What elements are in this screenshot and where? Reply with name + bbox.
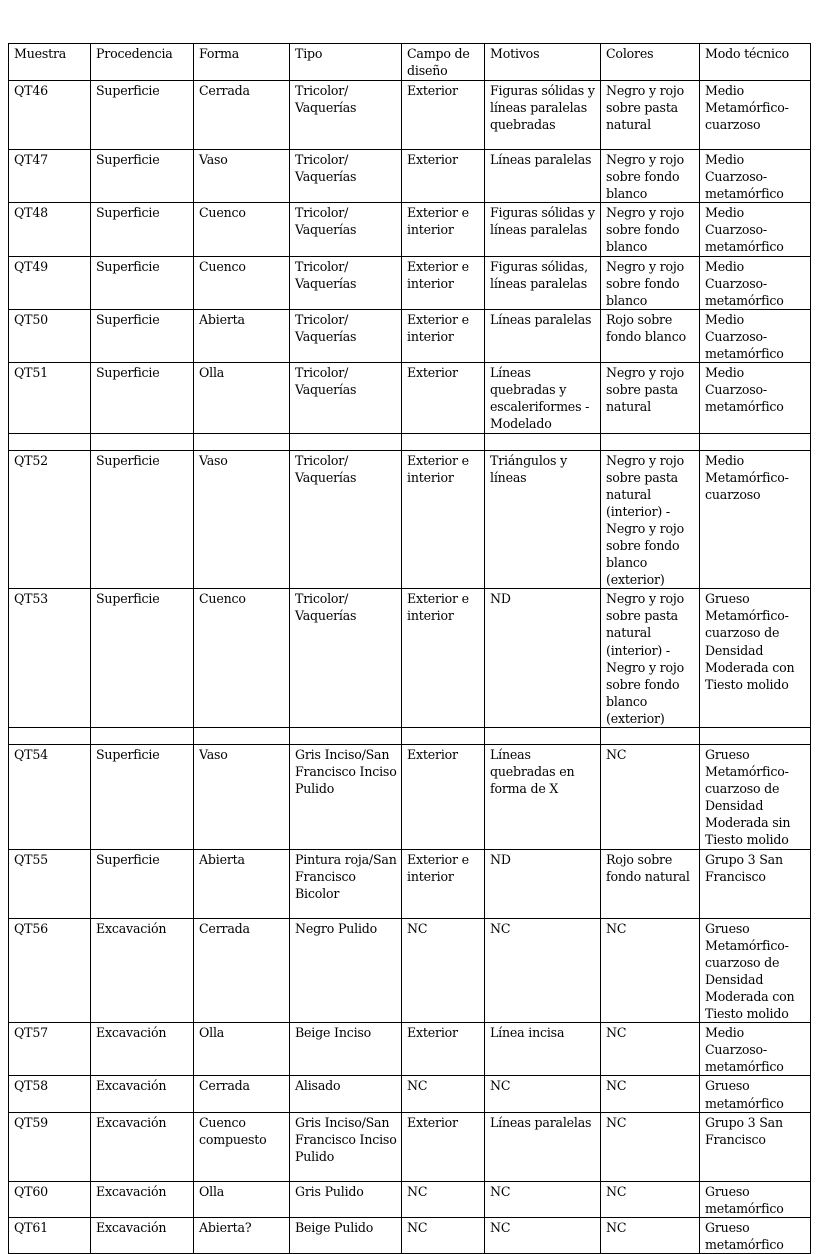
cell-modo-tecnico: Grueso Metamórfico-cuarzoso de Densidad Moderada sin Tiesto molido (700, 745, 811, 850)
cell-modo-tecnico (700, 433, 811, 450)
header-tipo: Tipo (290, 44, 402, 81)
cell-tipo (290, 728, 402, 745)
cell-forma: Cerrada (194, 81, 290, 150)
cell-colores (601, 728, 700, 745)
cell-procedencia: Superficie (91, 150, 194, 203)
cell-tipo: Pintura roja/San Francisco Bicolor (290, 849, 402, 918)
cell-colores: Rojo sobre fondo blanco (601, 309, 700, 362)
cell-procedencia: Superficie (91, 745, 194, 850)
cell-modo-tecnico: Medio Cuarzoso-metamórfico (700, 309, 811, 362)
cell-forma: Vaso (194, 150, 290, 203)
cell-motivos: Líneas paralelas (485, 1112, 601, 1181)
cell-forma: Olla (194, 1181, 290, 1217)
cell-procedencia: Superficie (91, 450, 194, 589)
cell-campo-de-diseno: Exterior e interior (402, 309, 485, 362)
table-row (9, 1112, 811, 1181)
cell-muestra: QT47 (9, 150, 91, 203)
cell-colores: Negro y rojo sobre fondo blanco (601, 256, 700, 309)
cell-tipo: Tricolor/ Vaquerías (290, 589, 402, 728)
cell-campo-de-diseno: Exterior e interior (402, 450, 485, 589)
cell-tipo (290, 433, 402, 450)
cell-forma: Cuenco (194, 256, 290, 309)
cell-tipo: Gris Inciso/San Francisco Inciso Pulido (290, 1112, 402, 1181)
cell-muestra: QT54 (9, 745, 91, 850)
cell-campo-de-diseno: Exterior (402, 363, 485, 433)
cell-colores: Rojo sobre fondo natural (601, 849, 700, 918)
cell-muestra: QT50 (9, 309, 91, 362)
cell-forma: Olla (194, 1023, 290, 1076)
cell-muestra: QT52 (9, 450, 91, 589)
cell-forma (194, 433, 290, 450)
header-modo-tecnico: Modo técnico (700, 44, 811, 81)
cell-forma: Vaso (194, 450, 290, 589)
cell-procedencia: Excavación (91, 1076, 194, 1112)
cell-motivos: NC (485, 1217, 601, 1253)
cell-procedencia: Superficie (91, 589, 194, 728)
cell-forma: Cerrada (194, 918, 290, 1023)
table-row (9, 363, 811, 433)
cell-campo-de-diseno: Exterior (402, 81, 485, 150)
table-row (9, 1217, 811, 1253)
cell-motivos: ND (485, 849, 601, 918)
cell-modo-tecnico: Grupo 3 San Francisco (700, 849, 811, 918)
cell-campo-de-diseno: NC (402, 918, 485, 1023)
header-muestra: Muestra (9, 44, 91, 81)
cell-modo-tecnico: Medio Cuarzoso-metamórfico (700, 256, 811, 309)
header-procedencia: Procedencia (91, 44, 194, 81)
table-row-empty (9, 433, 811, 450)
cell-muestra: QT56 (9, 918, 91, 1023)
cell-colores: Negro y rojo sobre pasta natural (interior) - Negro y rojo sobre fondo blanco (exterior) (601, 589, 700, 728)
cell-modo-tecnico: Grueso metamórfico (700, 1076, 811, 1112)
header-colores: Colores (601, 44, 700, 81)
cell-tipo: Tricolor/ Vaquerías (290, 450, 402, 589)
table-row (9, 849, 811, 918)
cell-motivos: Triángulos y líneas (485, 450, 601, 589)
cell-colores (601, 433, 700, 450)
cell-colores: Negro y rojo sobre pasta natural (interior) - Negro y rojo sobre fondo blanco (exterior) (601, 450, 700, 589)
cell-procedencia: Excavación (91, 918, 194, 1023)
table-row (9, 150, 811, 203)
cell-campo-de-diseno: Exterior e interior (402, 203, 485, 256)
cell-muestra: QT51 (9, 363, 91, 433)
table-row (9, 1076, 811, 1112)
cell-procedencia: Excavación (91, 1112, 194, 1181)
cell-procedencia: Superficie (91, 363, 194, 433)
cell-motivos: NC (485, 1076, 601, 1112)
table-row (9, 81, 811, 150)
table-row-empty (9, 728, 811, 745)
cell-campo-de-diseno: Exterior e interior (402, 589, 485, 728)
cell-motivos: Línea incisa (485, 1023, 601, 1076)
cell-colores: NC (601, 918, 700, 1023)
cell-colores: Negro y rojo sobre pasta natural (601, 81, 700, 150)
cell-motivos: Figuras sólidas, líneas paralelas (485, 256, 601, 309)
cell-campo-de-diseno (402, 433, 485, 450)
table-row (9, 589, 811, 728)
cell-campo-de-diseno: NC (402, 1217, 485, 1253)
cell-motivos: Líneas paralelas (485, 309, 601, 362)
cell-procedencia: Superficie (91, 203, 194, 256)
cell-forma: Olla (194, 363, 290, 433)
cell-tipo: Tricolor/ Vaquerías (290, 256, 402, 309)
cell-muestra: QT58 (9, 1076, 91, 1112)
cell-tipo: Tricolor/ Vaquerías (290, 81, 402, 150)
cell-colores: NC (601, 1112, 700, 1181)
cell-tipo: Beige Inciso (290, 1023, 402, 1076)
cell-muestra: QT57 (9, 1023, 91, 1076)
cell-campo-de-diseno: Exterior (402, 745, 485, 850)
cell-colores: NC (601, 745, 700, 850)
cell-procedencia: Excavación (91, 1023, 194, 1076)
cell-tipo: Alisado (290, 1076, 402, 1112)
cell-procedencia: Excavación (91, 1217, 194, 1253)
cell-tipo: Tricolor/ Vaquerías (290, 363, 402, 433)
cell-colores: Negro y rojo sobre fondo blanco (601, 203, 700, 256)
table-row (9, 918, 811, 1023)
table-row (9, 745, 811, 850)
cell-muestra: QT48 (9, 203, 91, 256)
cell-procedencia (91, 433, 194, 450)
cell-procedencia: Superficie (91, 81, 194, 150)
cell-forma (194, 728, 290, 745)
cell-colores: NC (601, 1023, 700, 1076)
cell-modo-tecnico: Medio Cuarzoso-metamórfico (700, 1023, 811, 1076)
cell-modo-tecnico: Medio Cuarzoso-metamórfico (700, 203, 811, 256)
cell-modo-tecnico: Grueso Metamórfico-cuarzoso de Densidad Moderada con Tiesto molido (700, 918, 811, 1023)
cell-muestra (9, 433, 91, 450)
cell-campo-de-diseno: Exterior (402, 1023, 485, 1076)
cell-campo-de-diseno: Exterior (402, 1112, 485, 1181)
header-row (9, 44, 811, 81)
cell-motivos: Líneas quebradas en forma de X (485, 745, 601, 850)
cell-muestra: QT49 (9, 256, 91, 309)
table-row (9, 450, 811, 589)
header-forma: Forma (194, 44, 290, 81)
cell-forma: Cerrada (194, 1076, 290, 1112)
cell-muestra: QT46 (9, 81, 91, 150)
cell-modo-tecnico: Medio Cuarzoso-metamórfico (700, 150, 811, 203)
cell-modo-tecnico: Medio Cuarzoso-metamórfico (700, 363, 811, 433)
cell-campo-de-diseno (402, 728, 485, 745)
table-row (9, 256, 811, 309)
cell-forma: Vaso (194, 745, 290, 850)
cell-forma: Abierta (194, 309, 290, 362)
cell-colores: Negro y rojo sobre fondo blanco (601, 150, 700, 203)
cell-tipo: Beige Pulido (290, 1217, 402, 1253)
cell-tipo: Tricolor/ Vaquerías (290, 150, 402, 203)
cell-tipo: Tricolor/ Vaquerías (290, 309, 402, 362)
cell-motivos: Figuras sólidas y líneas paralelas quebradas (485, 81, 601, 150)
cell-modo-tecnico: Grupo 3 San Francisco (700, 1112, 811, 1181)
cell-colores: NC (601, 1181, 700, 1217)
samples-table (8, 43, 811, 1254)
cell-modo-tecnico: Grueso metamórfico (700, 1217, 811, 1253)
cell-modo-tecnico: Medio Metamórfico-cuarzoso (700, 81, 811, 150)
table-row (9, 1181, 811, 1217)
header-motivos: Motivos (485, 44, 601, 81)
cell-forma: Abierta (194, 849, 290, 918)
cell-procedencia: Superficie (91, 849, 194, 918)
cell-motivos: Líneas paralelas (485, 150, 601, 203)
cell-modo-tecnico: Medio Metamórfico-cuarzoso (700, 450, 811, 589)
cell-motivos: NC (485, 1181, 601, 1217)
cell-procedencia: Excavación (91, 1181, 194, 1217)
cell-muestra: QT61 (9, 1217, 91, 1253)
cell-forma: Cuenco (194, 589, 290, 728)
cell-colores: Negro y rojo sobre pasta natural (601, 363, 700, 433)
cell-campo-de-diseno: Exterior e interior (402, 849, 485, 918)
cell-colores: NC (601, 1217, 700, 1253)
cell-motivos: Líneas quebradas y escaleriformes - Modelado (485, 363, 601, 433)
cell-tipo: Negro Pulido (290, 918, 402, 1023)
cell-procedencia (91, 728, 194, 745)
cell-muestra: QT60 (9, 1181, 91, 1217)
cell-procedencia: Superficie (91, 256, 194, 309)
table-row (9, 203, 811, 256)
cell-forma: Cuenco (194, 203, 290, 256)
cell-procedencia: Superficie (91, 309, 194, 362)
cell-colores: NC (601, 1076, 700, 1112)
cell-campo-de-diseno: Exterior e interior (402, 256, 485, 309)
cell-muestra: QT59 (9, 1112, 91, 1181)
cell-modo-tecnico: Grueso metamórfico (700, 1181, 811, 1217)
cell-motivos: NC (485, 918, 601, 1023)
cell-campo-de-diseno: Exterior (402, 150, 485, 203)
cell-motivos: ND (485, 589, 601, 728)
header-campo-de-diseno: Campo de diseño (402, 44, 485, 81)
table-row (9, 309, 811, 362)
cell-campo-de-diseno: NC (402, 1076, 485, 1112)
cell-forma: Cuenco compuesto (194, 1112, 290, 1181)
table-row (9, 1023, 811, 1076)
cell-campo-de-diseno: NC (402, 1181, 485, 1217)
cell-forma: Abierta? (194, 1217, 290, 1253)
cell-muestra (9, 728, 91, 745)
cell-motivos: Figuras sólidas y líneas paralelas (485, 203, 601, 256)
cell-motivos (485, 433, 601, 450)
cell-tipo: Tricolor/ Vaquerías (290, 203, 402, 256)
cell-tipo: Gris Inciso/San Francisco Inciso Pulido (290, 745, 402, 850)
cell-tipo: Gris Pulido (290, 1181, 402, 1217)
cell-modo-tecnico (700, 728, 811, 745)
cell-muestra: QT53 (9, 589, 91, 728)
cell-motivos (485, 728, 601, 745)
cell-muestra: QT55 (9, 849, 91, 918)
cell-modo-tecnico: Grueso Metamórfico-cuarzoso de Densidad Moderada con Tiesto molido (700, 589, 811, 728)
table-body (9, 81, 811, 1254)
